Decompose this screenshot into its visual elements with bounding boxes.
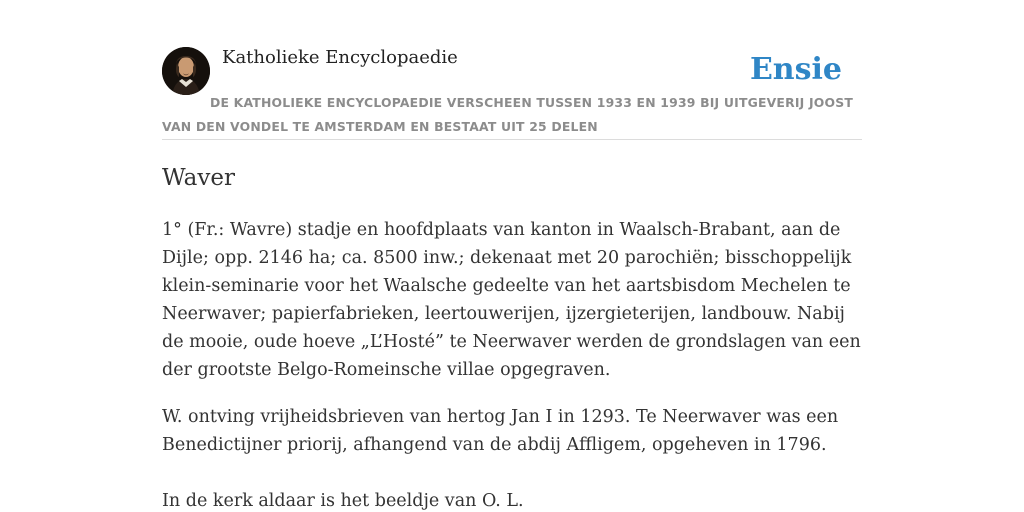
article-paragraph: In de kerk aldaar is het beeldje van O. L. bbox=[162, 491, 524, 511]
ensie-logo-link[interactable]: Ensie bbox=[749, 52, 842, 87]
article-paragraph: W. ontving vrijheidsbrieven van hertog Jan I in 1293. Te Neerwaver was een Benedictijner priorij, afhangend van de abdij Affligem, opgeheven in 1796. bbox=[162, 407, 839, 455]
source-title[interactable]: Katholieke Encyclopaedie bbox=[222, 47, 458, 68]
article-body bbox=[162, 216, 862, 512]
portrait-avatar[interactable] bbox=[162, 47, 210, 95]
article-title: Waver bbox=[162, 165, 235, 191]
header-divider bbox=[162, 139, 862, 140]
portrait-icon bbox=[162, 47, 210, 95]
article-paragraph: 1° (Fr.: Wavre) stadje en hoofdplaats van kanton in Waalsch-Brabant, aan de Dijle; opp. 2146 ha; ca. 8500 inw.; dekenaat met 20 parochiën; bisschoppelijk klein-seminarie voor het Waalsche gedeelte van het aartsbisdom Mechelen te Neerwaver; papierfabrieken, leertouwerijen, ijzergieterijen, landbouw. Nabij de mooie, oude hoeve „L’Hosté” te Neerwaver werden de grondslagen van een der grootste Belgo-Romeinsche villae opgegraven. bbox=[162, 220, 861, 380]
source-description: DE KATHOLIEKE ENCYCLOPAEDIE VERSCHEEN TUSSEN 1933 EN 1939 BIJ UITGEVERIJ JOOST VAN DEN VONDEL TE AMSTERDAM EN BESTAAT UIT 25 DELEN bbox=[162, 95, 854, 134]
